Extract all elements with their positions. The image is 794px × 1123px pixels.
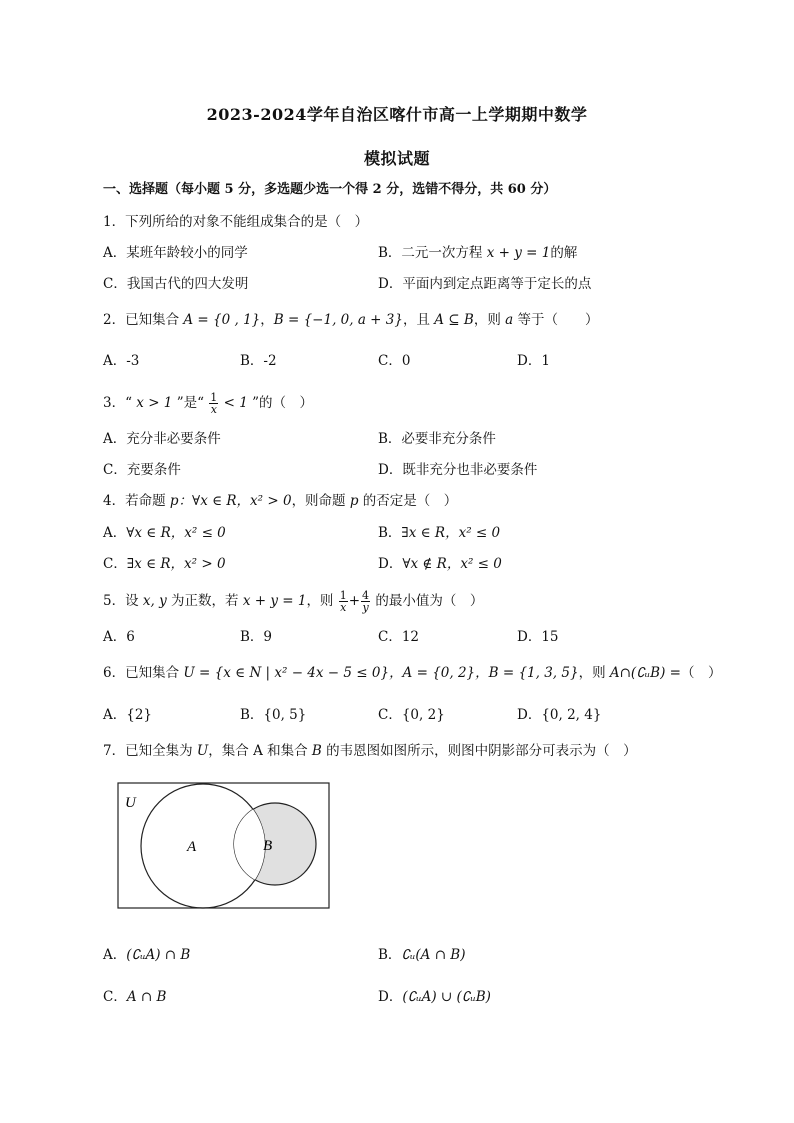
question-2-option-a: A．-3 [103, 353, 140, 369]
stem-text: 的否定是（ ） [358, 493, 458, 509]
option-math: ∁ᵤ(A ∩ B) [401, 947, 466, 963]
set-u: U = {x ∈ N | x² − 4x − 5 ≤ 0} [183, 665, 390, 681]
venn-label-b: B [263, 838, 273, 854]
venn-diagram [117, 781, 331, 911]
set-b: B [311, 743, 322, 759]
page-title: 2023-2024学年自治区喀什市高一上学期期中数学 [206, 105, 588, 124]
option-label: B． [378, 947, 402, 963]
option-math: ∀x ∉ R，x² ≤ 0 [402, 556, 502, 572]
question-2-option-d: D．1 [517, 353, 550, 369]
question-4-option-b [378, 524, 500, 542]
stem-text: ，则命题 [291, 493, 350, 509]
option-label: D． [517, 707, 542, 723]
option-math: A ∩ B [126, 989, 167, 1005]
question-5-stem [103, 590, 483, 613]
stem-text: 2．已知集合 [103, 312, 184, 328]
question-7-stem [103, 742, 637, 760]
fraction-denominator: y [362, 601, 369, 614]
option-label: C． [378, 707, 402, 723]
option-label: B． [240, 707, 264, 723]
fraction-2 [361, 590, 370, 613]
option-label: A． [103, 525, 127, 541]
question-2-option-c: C．0 [378, 353, 411, 369]
question-4-stem [103, 492, 457, 510]
stem-text: ”是“ [172, 395, 209, 411]
question-1-option-b [378, 244, 577, 262]
question-1-option-a: A．某班年龄较小的同学 [103, 245, 248, 261]
question-6-option-d [517, 706, 601, 724]
stem-text: 7．已知全集为 [103, 743, 197, 759]
question-4-option-a [103, 524, 226, 542]
stem-text: ，则 [306, 593, 338, 609]
fraction-denominator: x [210, 403, 217, 416]
stem-text: 5．设 [103, 593, 143, 609]
condition: A ⊆ B [434, 312, 474, 328]
stem-text: ，则 [578, 665, 610, 681]
stem-text: 3．“ [103, 395, 137, 411]
option-math: {0, 5} [263, 707, 307, 723]
venn-label-u: U [125, 795, 136, 811]
fraction-numerator: 1 [339, 589, 347, 602]
stem-text: 4．若命题 [103, 493, 170, 509]
option-math: ∀x ∈ R，x² ≤ 0 [126, 525, 226, 541]
option-math: ∃x ∈ R，x² > 0 [126, 556, 226, 572]
stem-text: ，且 [402, 312, 435, 328]
question-5-option-c: C．12 [378, 629, 420, 645]
stem-text: ， [260, 312, 274, 328]
option-math: (∁ᵤA) ∪ (∁ᵤB) [402, 989, 491, 1005]
condition: x + y = 1 [242, 593, 307, 609]
question-1-stem: 1．下列所给的对象不能组成集合的是（ ） [103, 214, 369, 230]
stem-text: 6．已知集合 [103, 665, 184, 681]
variable: a [505, 312, 514, 328]
fraction-1 [339, 590, 348, 613]
fraction-numerator: 4 [362, 589, 370, 602]
question-4-option-d [378, 555, 502, 573]
condition-1: x > 1 [136, 395, 173, 411]
option-math: {0, 2} [401, 707, 445, 723]
stem-text: 等于（ ） [513, 312, 599, 328]
question-1-option-d: D．平面内到定点距离等于定长的点 [378, 276, 592, 292]
question-5-option-a: A．6 [103, 629, 135, 645]
equation: x + y = 1 [486, 245, 551, 261]
option-label: D． [378, 989, 403, 1005]
question-1-option-c: C．我国古代的四大发明 [103, 276, 249, 292]
question-3-option-d: D．既非充分也非必要条件 [378, 462, 538, 478]
venn-label-a: A [187, 839, 197, 855]
option-math: {2} [126, 707, 153, 723]
question-3-option-b: B．必要非充分条件 [378, 431, 496, 447]
question-5-option-d: D．15 [517, 629, 559, 645]
question-4-option-c [103, 555, 226, 573]
option-text: 的解 [550, 245, 578, 261]
stem-text: 为正数，若 [166, 593, 243, 609]
section-heading: 一、选择题（每小题 5 分，多选题少选一个得 2 分，选错不得分，共 60 分） [103, 182, 557, 197]
proposition: ：∀x ∈ R，x² > 0 [178, 493, 292, 509]
option-math: {0, 2, 4} [541, 707, 602, 723]
stem-text: ”的（ ） [247, 395, 313, 411]
option-label: C． [103, 556, 127, 572]
option-label: C． [103, 989, 127, 1005]
fraction-denominator: x [340, 601, 347, 614]
option-label: D． [378, 556, 403, 572]
set-u: U [196, 743, 209, 759]
proposition-p: p [349, 493, 359, 509]
question-6-stem [103, 664, 721, 682]
question-6-option-c [378, 706, 445, 724]
stem-text: ，则 [473, 312, 506, 328]
page-subtitle: 模拟试题 [363, 149, 430, 168]
set-a: A = {0 , 1} [183, 312, 261, 328]
stem-text: 的韦恩图如图所示，则图中阴影部分可表示为（ ） [321, 743, 637, 759]
stem-text: ，集合 A 和集合 [208, 743, 312, 759]
question-6-option-a [103, 706, 152, 724]
question-2-option-b: B．-2 [240, 353, 277, 369]
question-3-stem [103, 392, 313, 415]
question-2-stem [103, 311, 598, 329]
variables: x, y [142, 593, 167, 609]
question-7-option-d [378, 988, 491, 1006]
stem-text: （ ） [680, 665, 722, 681]
fraction [209, 392, 218, 415]
option-math: ∃x ∈ R，x² ≤ 0 [401, 525, 501, 541]
proposition-p: p [169, 493, 179, 509]
question-5-option-b: B．9 [240, 629, 273, 645]
expression: A∩(∁ᵤB) = [609, 665, 681, 681]
option-label: B． [378, 525, 402, 541]
question-7-option-a [103, 946, 190, 964]
question-7-option-c [103, 988, 166, 1006]
question-3-option-c: C．充要条件 [103, 462, 181, 478]
question-6-option-b [240, 706, 306, 724]
option-math: (∁ᵤA) ∩ B [126, 947, 191, 963]
condition-2: < 1 [219, 395, 248, 411]
stem-text: 的最小值为（ ） [371, 593, 484, 609]
set-b: B = {−1, 0, a + 3} [273, 312, 403, 328]
sets-a-b: ，A = {0, 2}，B = {1, 3, 5} [389, 665, 579, 681]
plus-sign: + [348, 593, 361, 609]
option-label: A． [103, 707, 127, 723]
question-7-option-b [378, 946, 466, 964]
option-text: B．二元一次方程 [378, 245, 487, 261]
fraction-numerator: 1 [210, 391, 218, 404]
option-label: A． [103, 947, 127, 963]
question-3-option-a: A．充分非必要条件 [103, 431, 221, 447]
